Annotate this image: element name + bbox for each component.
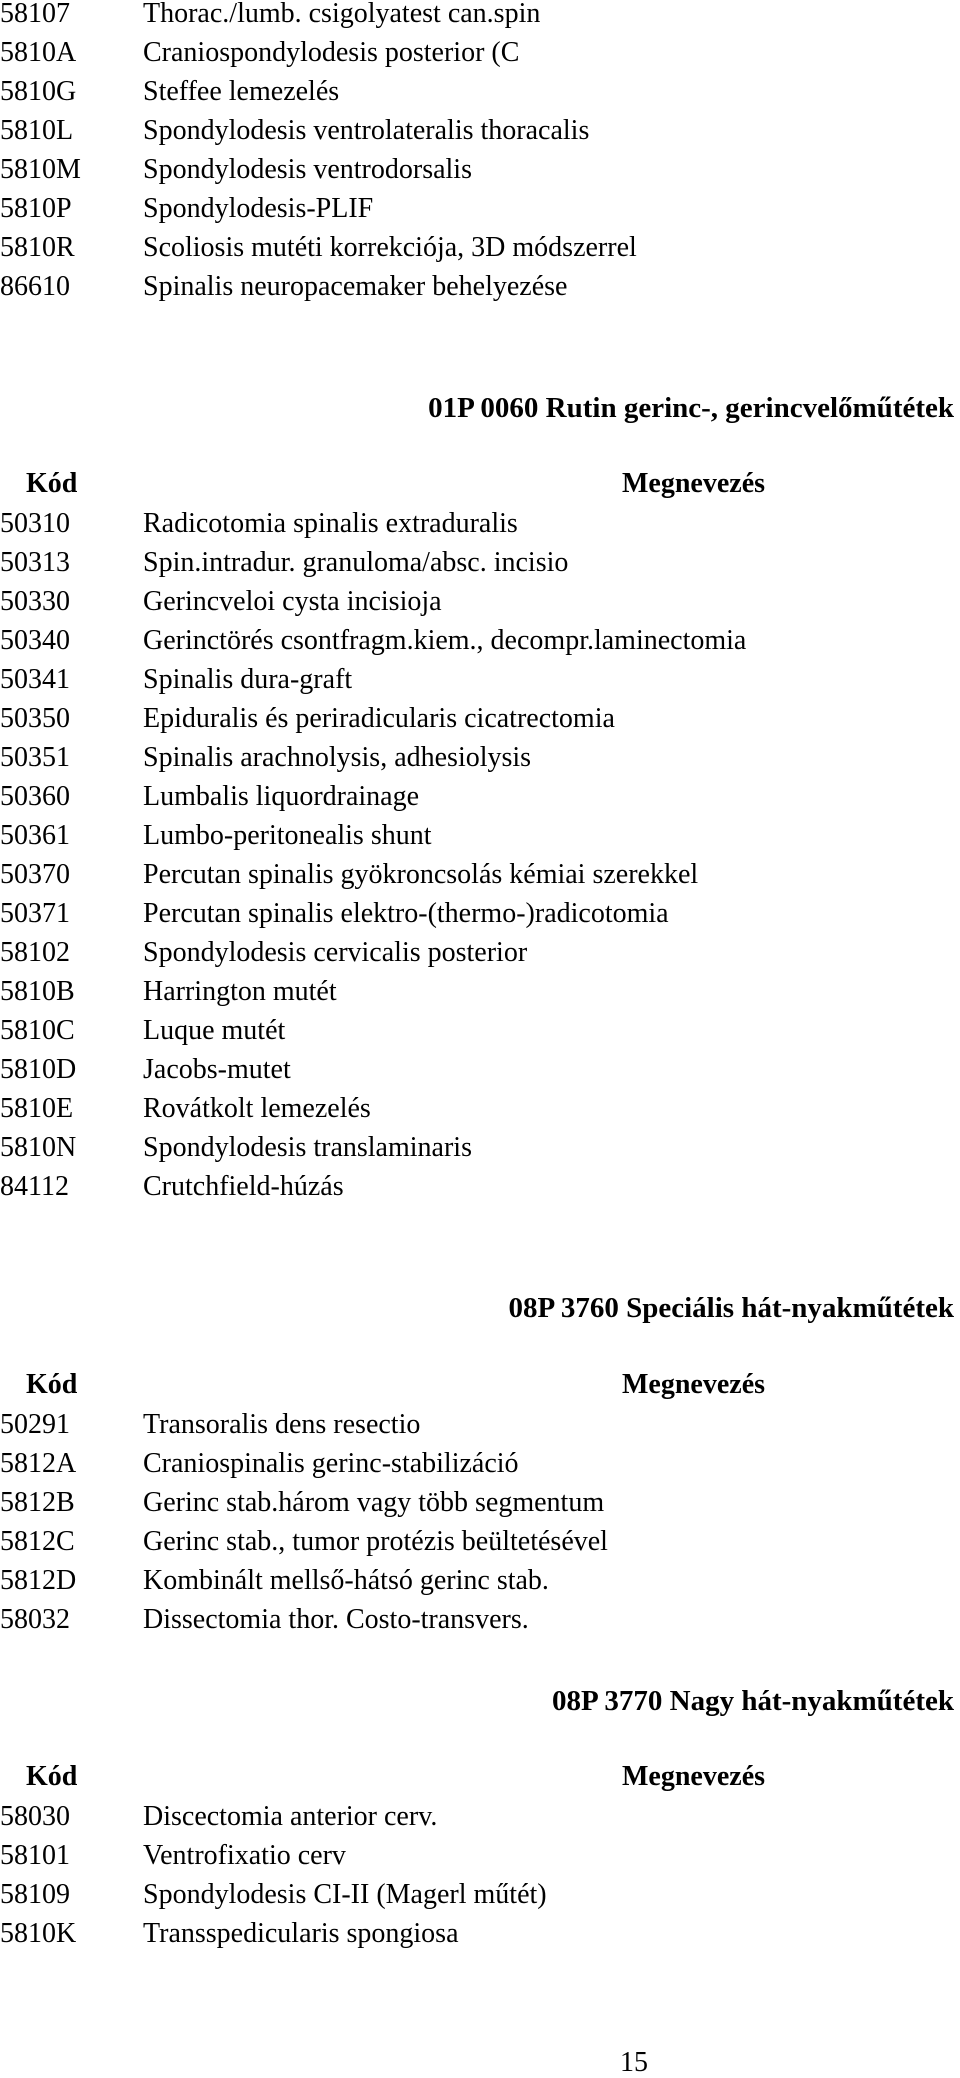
name-cell: Spin.intradur. granuloma/absc. incisio [143,547,569,578]
code-cell: 58101 [0,1840,70,1871]
header-name: Megnevezés [622,468,766,499]
name-cell: Kombinált mellső-hátsó gerinc stab. [143,1565,549,1596]
name-cell: Rovátkolt lemezelés [143,1093,371,1124]
code-cell: 5810B [0,976,75,1007]
name-cell: Discectomia anterior cerv. [143,1801,438,1832]
code-cell: 50330 [0,586,70,617]
code-cell: 50350 [0,703,70,734]
name-cell: Gerinc stab.három vagy több segmentum [143,1487,605,1518]
code-cell: 58030 [0,1801,70,1832]
code-cell: 58109 [0,1879,70,1910]
name-cell: Epiduralis és periradicularis cicatrectomia [143,703,615,734]
code-cell: 5810L [0,115,74,146]
code-cell: 50370 [0,859,70,890]
name-cell: Harrington mutét [143,976,337,1007]
name-cell: Scoliosis mutéti korrekciója, 3D módszerrel [143,232,637,263]
name-cell: Percutan spinalis gyökroncsolás kémiai szerekkel [143,859,699,890]
code-cell: 58032 [0,1604,70,1635]
name-cell: Dissectomia thor. Costo-transvers. [143,1604,529,1635]
code-cell: 58107 [0,0,70,29]
code-cell: 50310 [0,508,70,539]
code-cell: 5810C [0,1015,75,1046]
name-cell: Jacobs-mutet [143,1054,291,1085]
code-cell: 5810K [0,1918,77,1949]
name-cell: Thorac./lumb. csigolyatest can.spin [143,0,541,29]
name-cell: Spondylodesis ventrodorsalis [143,154,472,185]
code-cell: 5810R [0,232,75,263]
code-cell: 5810G [0,76,77,107]
name-cell: Gerinc stab., tumor protézis beültetésével [143,1526,608,1557]
name-cell: Spondylodesis ventrolateralis thoracalis [143,115,590,146]
name-cell: Ventrofixatio cerv [143,1840,346,1871]
code-cell: 50371 [0,898,70,929]
code-cell: 50360 [0,781,70,812]
code-cell: 5812C [0,1526,75,1557]
code-cell: 86610 [0,271,70,302]
name-cell: Radicotomia spinalis extraduralis [143,508,518,539]
header-name: Megnevezés [622,1369,766,1400]
section-title: 08P 3770 Nagy hát-nyakműtétek [552,1685,954,1717]
code-cell: 5812D [0,1565,77,1596]
code-cell: 58102 [0,937,70,968]
name-cell: Transoralis dens resectio [143,1409,421,1440]
section-title: 01P 0060 Rutin gerinc-, gerincvelőműtétek [428,392,954,424]
name-cell: Spinalis neuropacemaker behelyezése [143,271,568,302]
code-cell: 50340 [0,625,70,656]
code-cell: 5810A [0,37,77,68]
code-cell: 5810M [0,154,81,185]
name-cell: Spinalis arachnolysis, adhesiolysis [143,742,532,773]
name-cell: Spondylodesis-PLIF [143,193,374,224]
section-title: 08P 3760 Speciális hát-nyakműtétek [508,1292,954,1324]
name-cell: Gerincveloi cysta incisioja [143,586,442,617]
code-cell: 5810N [0,1132,77,1163]
code-cell: 84112 [0,1171,69,1202]
code-cell: 5810P [0,193,72,224]
code-cell: 50341 [0,664,70,695]
header-code: Kód [26,468,78,499]
name-cell: Luque mutét [143,1015,286,1046]
code-cell: 50291 [0,1409,70,1440]
code-cell: 50361 [0,820,70,851]
name-cell: Craniospinalis gerinc-stabilizáció [143,1448,519,1479]
name-cell: Spondylodesis translaminaris [143,1132,472,1163]
code-cell: 5810E [0,1093,74,1124]
name-cell: Spondylodesis cervicalis posterior [143,937,528,968]
name-cell: Percutan spinalis elektro-(thermo-)radicotomia [143,898,669,929]
name-cell: Spinalis dura-graft [143,664,353,695]
code-cell: 5810D [0,1054,77,1085]
code-cell: 5812A [0,1448,77,1479]
code-cell: 5812B [0,1487,75,1518]
page-number: 15 [620,2047,648,2078]
name-cell: Gerinctörés csontfragm.kiem., decompr.laminectomia [143,625,747,656]
header-code: Kód [26,1761,78,1792]
code-cell: 50351 [0,742,70,773]
header-name: Megnevezés [622,1761,766,1792]
name-cell: Craniospondylodesis posterior (C [143,37,520,68]
header-code: Kód [26,1369,78,1400]
name-cell: Transspedicularis spongiosa [143,1918,459,1949]
name-cell: Spondylodesis CI-II (Magerl műtét) [143,1879,547,1910]
name-cell: Crutchfield-húzás [143,1171,344,1202]
code-cell: 50313 [0,547,70,578]
name-cell: Steffee lemezelés [143,76,340,107]
name-cell: Lumbo-peritonealis shunt [143,820,432,851]
name-cell: Lumbalis liquordrainage [143,781,420,812]
